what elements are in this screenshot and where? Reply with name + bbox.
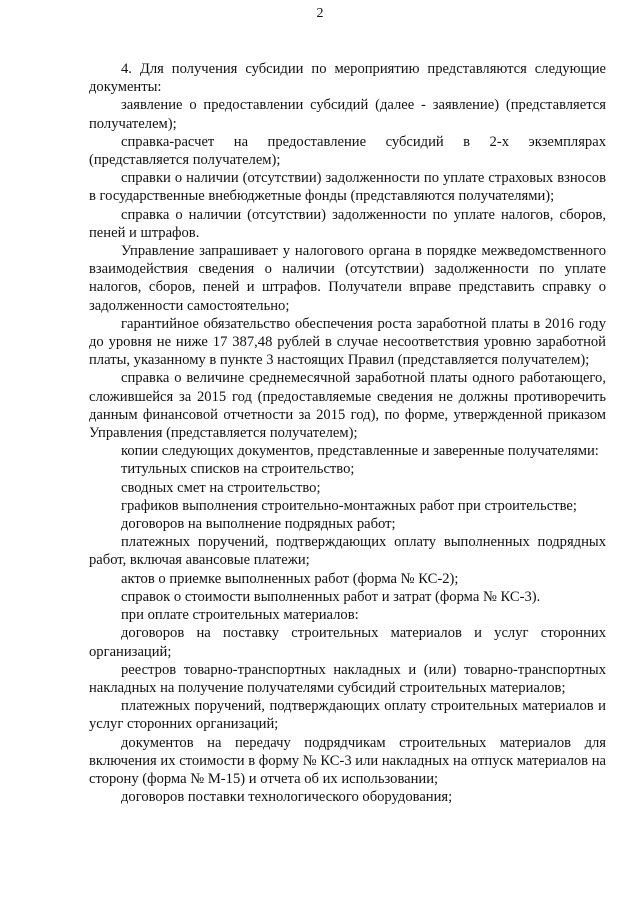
paragraph: договоров поставки технологического оборудования;	[121, 789, 453, 806]
paragraph: платежных поручений, подтверждающих оплату выполненных подрядных работ, включая авансовые платежи;	[89, 534, 606, 569]
paragraph: заявление о предоставлении субсидий (далее - заявление) (представляется получателем);	[89, 97, 606, 132]
paragraph: договоров на выполнение подрядных работ;	[121, 516, 396, 533]
page-number: 2	[316, 6, 324, 21]
paragraph: титульных списков на строительство;	[121, 461, 355, 478]
paragraph: при оплате строительных материалов:	[121, 607, 359, 624]
paragraph: 4. Для получения субсидии по мероприятию представляются следующие документы:	[89, 61, 606, 96]
paragraph: сводных смет на строительство;	[121, 479, 321, 496]
paragraph: актов о приемке выполненных работ (форма № КС-2);	[121, 570, 459, 587]
paragraph: графиков выполнения строительно-монтажных работ при строительстве;	[121, 497, 577, 514]
paragraph: справок о стоимости выполненных работ и затрат (форма № КС-3).	[121, 588, 541, 605]
paragraph: справка о наличии (отсутствии) задолженности по уплате налогов, сборов, пеней и штрафов.	[89, 206, 606, 241]
paragraph: документов на передачу подрядчикам строительных материалов для включения их стоимости в форму № КС-3 или накладных на отпуск материалов на сторону (форма № М-15) и отчета об их использовании;	[89, 734, 606, 787]
document-body	[89, 60, 606, 806]
paragraph: справки о наличии (отсутствии) задолженности по уплате страховых взносов в государственные внебюджетные фонды (представляются получателями);	[89, 170, 606, 205]
paragraph: платежных поручений, подтверждающих оплату строительных материалов и услуг сторонних организаций;	[89, 698, 606, 733]
paragraph: копии следующих документов, представленные и заверенные получателями:	[121, 443, 599, 460]
paragraph: реестров товарно-транспортных накладных и (или) товарно-транспортных накладных на получение получателями субсидий строительных материалов;	[89, 661, 606, 696]
paragraph: справка о величине среднемесячной заработной платы одного работающего, сложившейся за 2015 год (предоставляемые сведения не должны противоречить данным финансовой отчетности за 2015 год), по форме, утвержденной приказом Управления (представляется получателем);	[89, 370, 606, 442]
paragraph: справка-расчет на предоставление субсидий в 2-х экземплярах (представляется получателем);	[89, 133, 606, 169]
paragraph: Управление запрашивает у налогового органа в порядке межведомственного взаимодействия сведения о наличии (отсутствии) задолженности по уплате налогов, сборов, пеней и штрафов. Получатели вправе представить справку о задолженности самостоятельно;	[89, 243, 606, 314]
paragraph: гарантийное обязательство обеспечения роста заработной платы в 2016 году до уровня не ниже 17 387,48 рублей в случае несоответствия уровню заработной платы, указанному в пункте 3 настоящих Правил (представляется получателем);	[89, 315, 606, 369]
paragraph: договоров на поставку строительных материалов и услуг сторонних организаций;	[89, 625, 606, 660]
